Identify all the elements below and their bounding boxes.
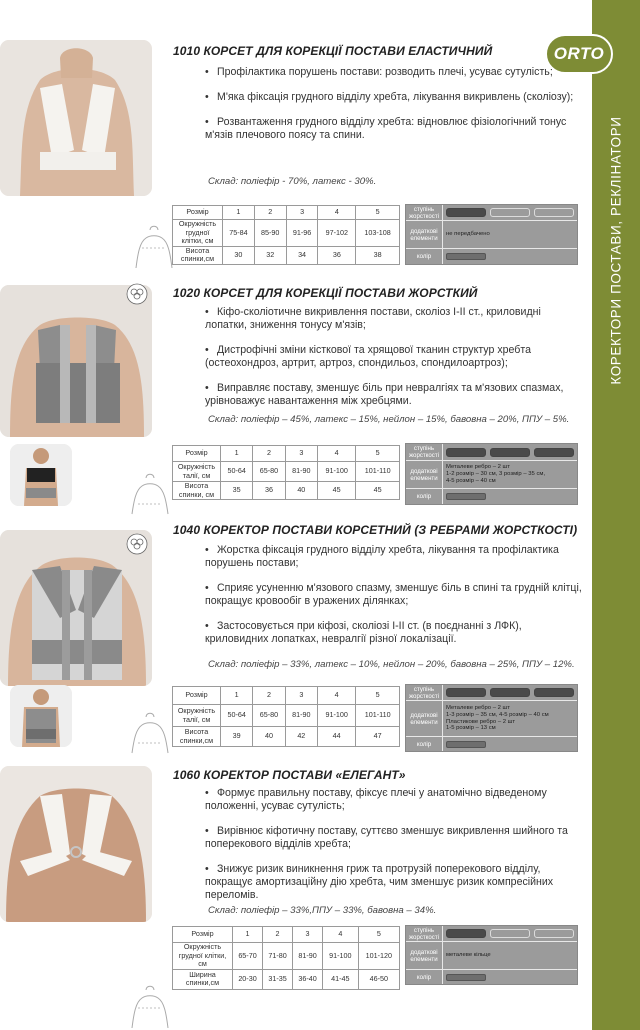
material-composition: Склад: поліефір – 45%, латекс – 15%, нейлон – 15%, бавовна – 20%, ППУ – 5%. [208,414,570,425]
size-cell: 65-80 [253,705,285,727]
row-label: Окружність грудної клітки, см [173,943,233,970]
size-header: Розмір [173,927,233,943]
info-box [405,925,578,985]
size-cell: 65-70 [233,943,263,970]
size-header: 2 [253,687,285,705]
color-swatch-wrap [443,249,577,264]
size-cell: 50-64 [221,462,253,482]
extras-line: Металеве ребро – 2 шт [446,464,510,471]
size-cell: 75-84 [223,220,255,247]
color-row [406,249,577,264]
product-photo [0,285,152,437]
color-swatch [446,493,486,500]
waist-measure-figure [128,470,172,516]
row-label: Висота спинки, см [173,482,221,500]
size-cell: 71-80 [263,943,293,970]
color-label: колір [406,489,443,504]
row-label: Окружність талії, см [173,705,221,727]
row-label: Окружність талії, см [173,462,221,482]
size-cell: 32 [254,246,286,264]
extras-line: 4-5 розмір – 40 см [446,477,496,484]
brand-logo-text: ORTO [553,44,605,63]
size-cell: 91-100 [323,943,359,970]
bullet-item: • Кіфо-сколіотичне викривлення постави, сколіоз I-II ст., криловидні лопатки, зниження тонусу м'язів; [205,306,541,331]
rigidity-indicator [443,685,577,700]
color-row [406,737,577,751]
bullet-item: • Знижує ризик виникнення гриж та протрузій поперекового відділу, покращує амортизаційну дію хребта, чим зменшує ризик компресійних переломів. [205,863,554,901]
extras-text [443,461,577,488]
size-cell: 101-110 [356,462,400,482]
product-title: 1020 КОРСЕТ ДЛЯ КОРЕКЦІЇ ПОСТАВИ ЖОРСТКИЙ [173,286,478,300]
cotton-icon [126,283,148,305]
bullet-item: • Дистрофічні зміни кісткової та хрящової тканин структур хребта (остеохондроз, артрит, артроз, спондильоз, спондилоартроз); [205,344,531,369]
info-box [405,684,578,752]
size-cell: 50-64 [221,705,253,727]
rigidity-pill [446,929,486,938]
bullet-item: • Розвантаження грудного відділу хребта: відновлює фізіологічний тонус м'язів плечового поясу та спини. [205,116,567,141]
size-header: 3 [293,927,323,943]
color-label: колір [406,249,443,264]
bullet-list [205,306,585,420]
bullet-list [205,787,585,914]
size-cell: 85-90 [254,220,286,247]
size-header: 1 [221,446,253,462]
chest-measure-figure [132,222,176,270]
extras-text: не передбачено [446,231,490,238]
size-header: Розмір [173,206,223,220]
color-label: колір [406,970,443,984]
size-cell: 41-45 [323,969,359,989]
size-table [172,445,400,500]
color-row [406,489,577,504]
rigidity-label: ступінь жорсткості [406,685,443,700]
row-label: Окружність грудної клітки, см [173,220,223,247]
size-header: 5 [356,206,400,220]
bullet-item: • Жорстка фіксація грудного відділу хребта, лікування та профілактика порушень постави; [205,544,559,569]
size-table [172,205,400,265]
product-title: 1060 КОРЕКТОР ПОСТАВИ «ЕЛЕГАНТ» [173,768,406,782]
size-cell: 30 [223,246,255,264]
extras-label: додаткові елементи [406,221,443,248]
size-cell: 103-108 [356,220,400,247]
size-cell: 34 [286,246,318,264]
rigidity-row [406,926,577,942]
extras-row [406,942,577,970]
size-cell: 38 [356,246,400,264]
size-header: 1 [221,687,253,705]
size-header: 1 [223,206,255,220]
product-1060 [0,760,592,1030]
extras-label: додаткові елементи [406,701,443,736]
chest-measure-figure [128,982,172,1030]
bullet-item: • Сприяє усуненню м'язового спазму, зменшує біль в спині та грудній клітці, покращує кровообіг в уражених ділянках; [205,582,582,607]
color-row [406,970,577,984]
cotton-icon [126,533,148,555]
info-box [405,443,578,505]
extras-row [406,701,577,737]
rigidity-label: ступінь жорсткості [406,444,443,460]
size-cell: 45 [356,482,400,500]
bullet-list [205,544,585,658]
product-1010 [0,0,592,270]
size-cell: 97-102 [318,220,356,247]
size-header: 2 [263,927,293,943]
size-header: 3 [285,446,317,462]
color-swatch [446,741,486,748]
material-composition: Склад: поліефір – 33%, латекс – 10%, нейлон – 20%, бавовна – 25%, ППУ – 12%. [208,659,575,670]
size-table [172,926,400,990]
size-cell: 42 [285,727,317,747]
product-1040 [0,515,592,760]
rigidity-pill [490,688,530,697]
size-cell: 101-120 [358,943,399,970]
bullet-item: • Профілактика порушень постави: розводить плечі, усуває сутулість; [205,66,553,78]
size-cell: 39 [221,727,253,747]
extras-line: Пластикове ребро – 2 шт [446,718,516,725]
rigidity-pill [490,929,530,938]
rigidity-row [406,205,577,221]
rigidity-pill [534,929,574,938]
size-cell: 47 [356,727,400,747]
rigidity-row [406,444,577,461]
size-cell: 101-110 [356,705,400,727]
size-cell: 81-90 [285,705,317,727]
size-header: 3 [286,206,318,220]
size-cell: 36 [253,482,285,500]
color-swatch-wrap [443,970,577,984]
size-cell: 45 [317,482,355,500]
product-title: 1040 КОРЕКТОР ПОСТАВИ КОРСЕТНИЙ (З РЕБРАМИ ЖОРСТКОСТІ) [173,523,578,537]
row-label: Висота спинки,см [173,246,223,264]
size-header: 1 [233,927,263,943]
category-label-wrap [592,100,640,400]
size-cell: 91-100 [317,462,355,482]
product-1020-thumbnail [10,444,72,506]
size-cell: 91-100 [317,705,355,727]
rigidity-indicator [443,926,577,941]
size-header: 3 [285,687,317,705]
product-1010-photo-illustration [0,40,152,196]
rigidity-pill [534,208,574,217]
product-1020 [0,270,592,515]
extras-label: додаткові елементи [406,942,443,969]
rigidity-pill [534,688,574,697]
extras-line: 1-2 розмір – 30 см, 3 розмір – 35 см, [446,471,546,478]
info-box [405,204,578,265]
product-photo [0,40,152,196]
size-header: 4 [317,687,355,705]
size-cell: 40 [285,482,317,500]
extras-text: металеве кільце [446,952,491,959]
color-swatch-wrap [443,489,577,504]
category-label: КОРЕКТОРИ ПОСТАВИ, РЕКЛІНАТОРИ [608,115,624,385]
color-swatch [446,253,486,260]
material-composition: Склад: поліефір - 70%, латекс - 30%. [208,176,377,187]
bullet-item: • Вирівнює кіфотичну поставу, суттєво зменшує викривлення шийного та поперекового відділів хребта; [205,825,568,850]
extras-row [406,221,577,249]
bullet-list [205,66,585,154]
waist-measure-figure [128,709,172,755]
material-composition: Склад: поліефір – 33%,ППУ – 33%, бавовна – 34%. [208,905,437,916]
size-cell: 65-80 [253,462,285,482]
color-swatch-wrap [443,737,577,751]
extras-row [406,461,577,489]
size-header: 5 [356,687,400,705]
color-label: колір [406,737,443,751]
rigidity-pill [446,448,486,457]
row-label: Ширина спинки,см [173,969,233,989]
rigidity-label: ступінь жорсткості [406,926,443,941]
bullet-item: • Виправляє поставу, зменшує біль при невралгіях та м'язових спазмах, урівноважує навантаження між хребцями. [205,382,564,407]
rigidity-pill [490,448,530,457]
extras-line: 1-5 розмір – 13 см [446,725,496,732]
product-1040-thumbnail [10,685,72,747]
rigidity-pill [534,448,574,457]
product-1060-photo-illustration [0,766,152,922]
rigidity-pill [490,208,530,217]
rigidity-indicator [443,205,577,220]
product-photo [0,766,152,922]
bullet-item: • Формує правильну поставу, фіксує плечі у анатомічно відведеному положенні, усуває сутулість; [205,787,547,812]
size-header: 2 [254,206,286,220]
size-header: 5 [356,446,400,462]
bullet-item: • М'яка фіксація грудного відділу хребта, лікування викривлень (сколіозу); [205,91,574,103]
size-header: 4 [317,446,355,462]
size-cell: 36 [318,246,356,264]
product-photo-small [10,685,72,747]
extras-line: Металеве ребро – 2 шт [446,704,510,711]
size-cell: 46-50 [358,969,399,989]
size-header: 2 [253,446,285,462]
size-cell: 81-90 [293,943,323,970]
size-cell: 36-40 [293,969,323,989]
product-title: 1010 КОРСЕТ ДЛЯ КОРЕКЦІЇ ПОСТАВИ ЕЛАСТИЧНИЙ [173,44,493,58]
row-label: Висота спинки,см [173,727,221,747]
size-cell: 35 [221,482,253,500]
size-cell: 31-35 [263,969,293,989]
bullet-item: • Застосовується при кіфозі, сколіозі I-II ст. (в поєднанні з ЛФК), криловидних лопатках, невралгії різної локалізації. [205,620,522,645]
rigidity-row [406,685,577,701]
extras-line: 1-3 розмір – 35 см, 4-5 розмір – 40 см [446,711,549,718]
product-1020-photo-illustration [0,285,152,437]
size-header: 4 [318,206,356,220]
size-header: 5 [358,927,399,943]
size-cell: 44 [317,727,355,747]
size-cell: 81-90 [285,462,317,482]
size-cell: 20-30 [233,969,263,989]
size-cell: 91-96 [286,220,318,247]
rigidity-pill [446,208,486,217]
product-photo-small [10,444,72,506]
rigidity-indicator [443,444,577,460]
size-header: Розмір [173,446,221,462]
extras-label: додаткові елементи [406,461,443,488]
size-header: Розмір [173,687,221,705]
rigidity-pill [446,688,486,697]
rigidity-label: ступінь жорсткості [406,205,443,220]
color-swatch [446,974,486,981]
size-cell: 40 [253,727,285,747]
extras-text [443,701,577,736]
size-header: 4 [323,927,359,943]
size-table [172,686,400,747]
